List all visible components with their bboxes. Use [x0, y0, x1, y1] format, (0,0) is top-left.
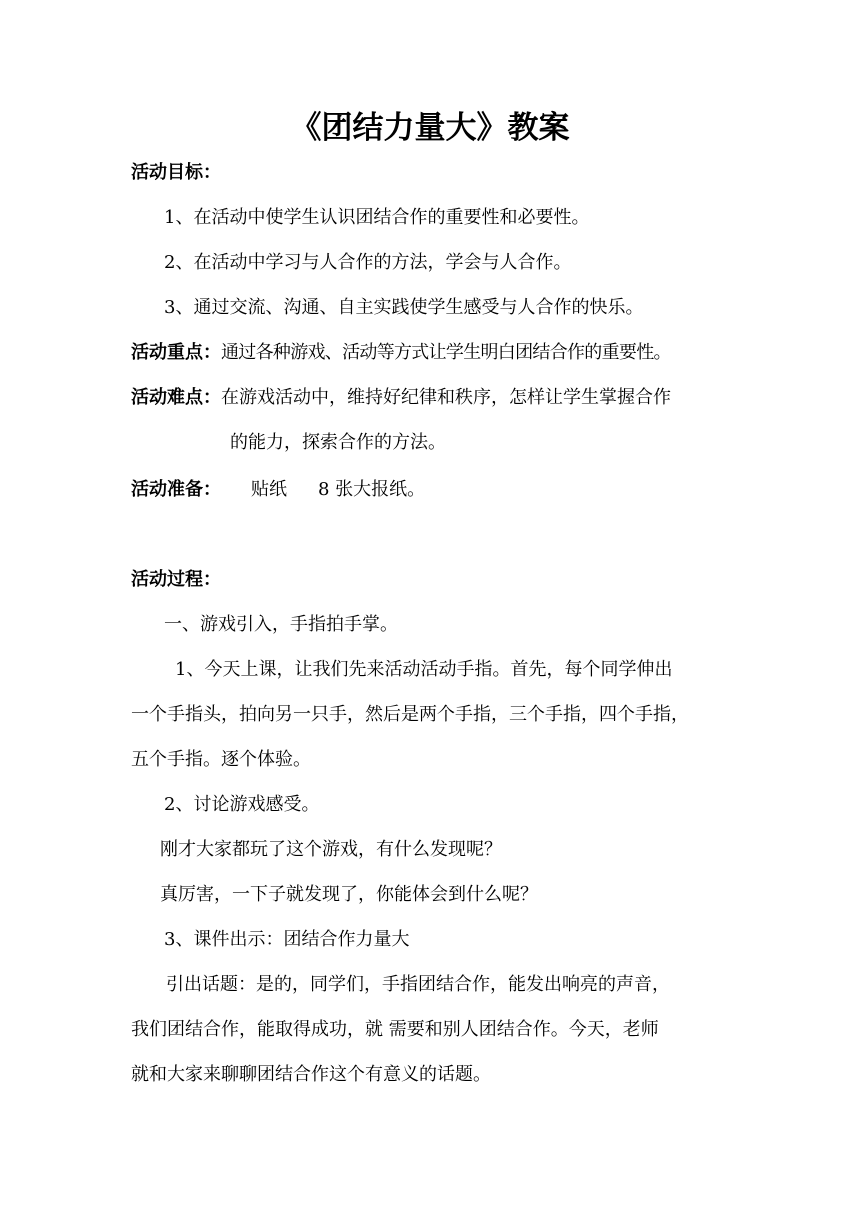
section-1-heading: 一、游戏引入，手指拍手掌。: [164, 614, 398, 635]
difficulty-text-line-1: 在游戏活动中，维持好纪律和秩序，怎样让学生掌握合作: [221, 387, 671, 408]
goal-item-1: 1、在活动中使学生认识团结合作的重要性和必要性。: [164, 207, 590, 228]
difficulty-label: 活动难点：: [131, 387, 221, 408]
goal-item-2: 2、在活动中学习与人合作的方法，学会与人合作。: [164, 252, 572, 273]
question-2: 真厉害，一下子就发现了，你能体会到什么呢？: [160, 884, 538, 905]
focus-row: [131, 340, 671, 366]
question-1: 刚才大家都玩了这个游戏，有什么发现呢？: [160, 839, 502, 860]
process-heading: 活动过程：: [131, 569, 221, 590]
document-title: 《团结力量大》教案: [290, 110, 570, 146]
prep-label: 活动准备：: [131, 479, 221, 500]
focus-text: 通过各种游戏、活动等方式让学生明白团结合作的重要性。: [221, 342, 671, 363]
intro-line-3: 就和大家来聊聊团结合作这个有意义的话题。: [131, 1064, 491, 1085]
prep-item-1: 贴纸: [251, 479, 287, 500]
prep-row: [131, 477, 221, 503]
step-1-line-1: 1、今天上课，让我们先来活动活动手指。首先，每个同学伸出: [175, 659, 673, 680]
goals-heading: 活动目标：: [131, 162, 221, 183]
step-1-line-3: 五个手指。逐个体验。: [131, 749, 311, 770]
step-3: 3、课件出示：团结合作力量大: [164, 929, 410, 950]
goal-item-3: 3、通过交流、沟通、自主实践使学生感受与人合作的快乐。: [164, 297, 644, 318]
step-2: 2、讨论游戏感受。: [164, 794, 320, 815]
difficulty-text-line-2: 的能力，探索合作的方法。: [230, 432, 446, 453]
intro-line-2: 我们团结合作，能取得成功，就 需要和别人团结合作。今天，老师: [131, 1019, 659, 1040]
difficulty-row: [131, 385, 671, 411]
step-1-line-2: 一个手指头，拍向另一只手，然后是两个手指，三个手指，四个手指，: [131, 704, 689, 725]
intro-line-1: 引出话题：是的，同学们，手指团结合作，能发出响亮的声音，: [166, 974, 670, 995]
prep-item-2: 8 张大报纸。: [318, 479, 426, 500]
focus-label: 活动重点：: [131, 342, 221, 363]
